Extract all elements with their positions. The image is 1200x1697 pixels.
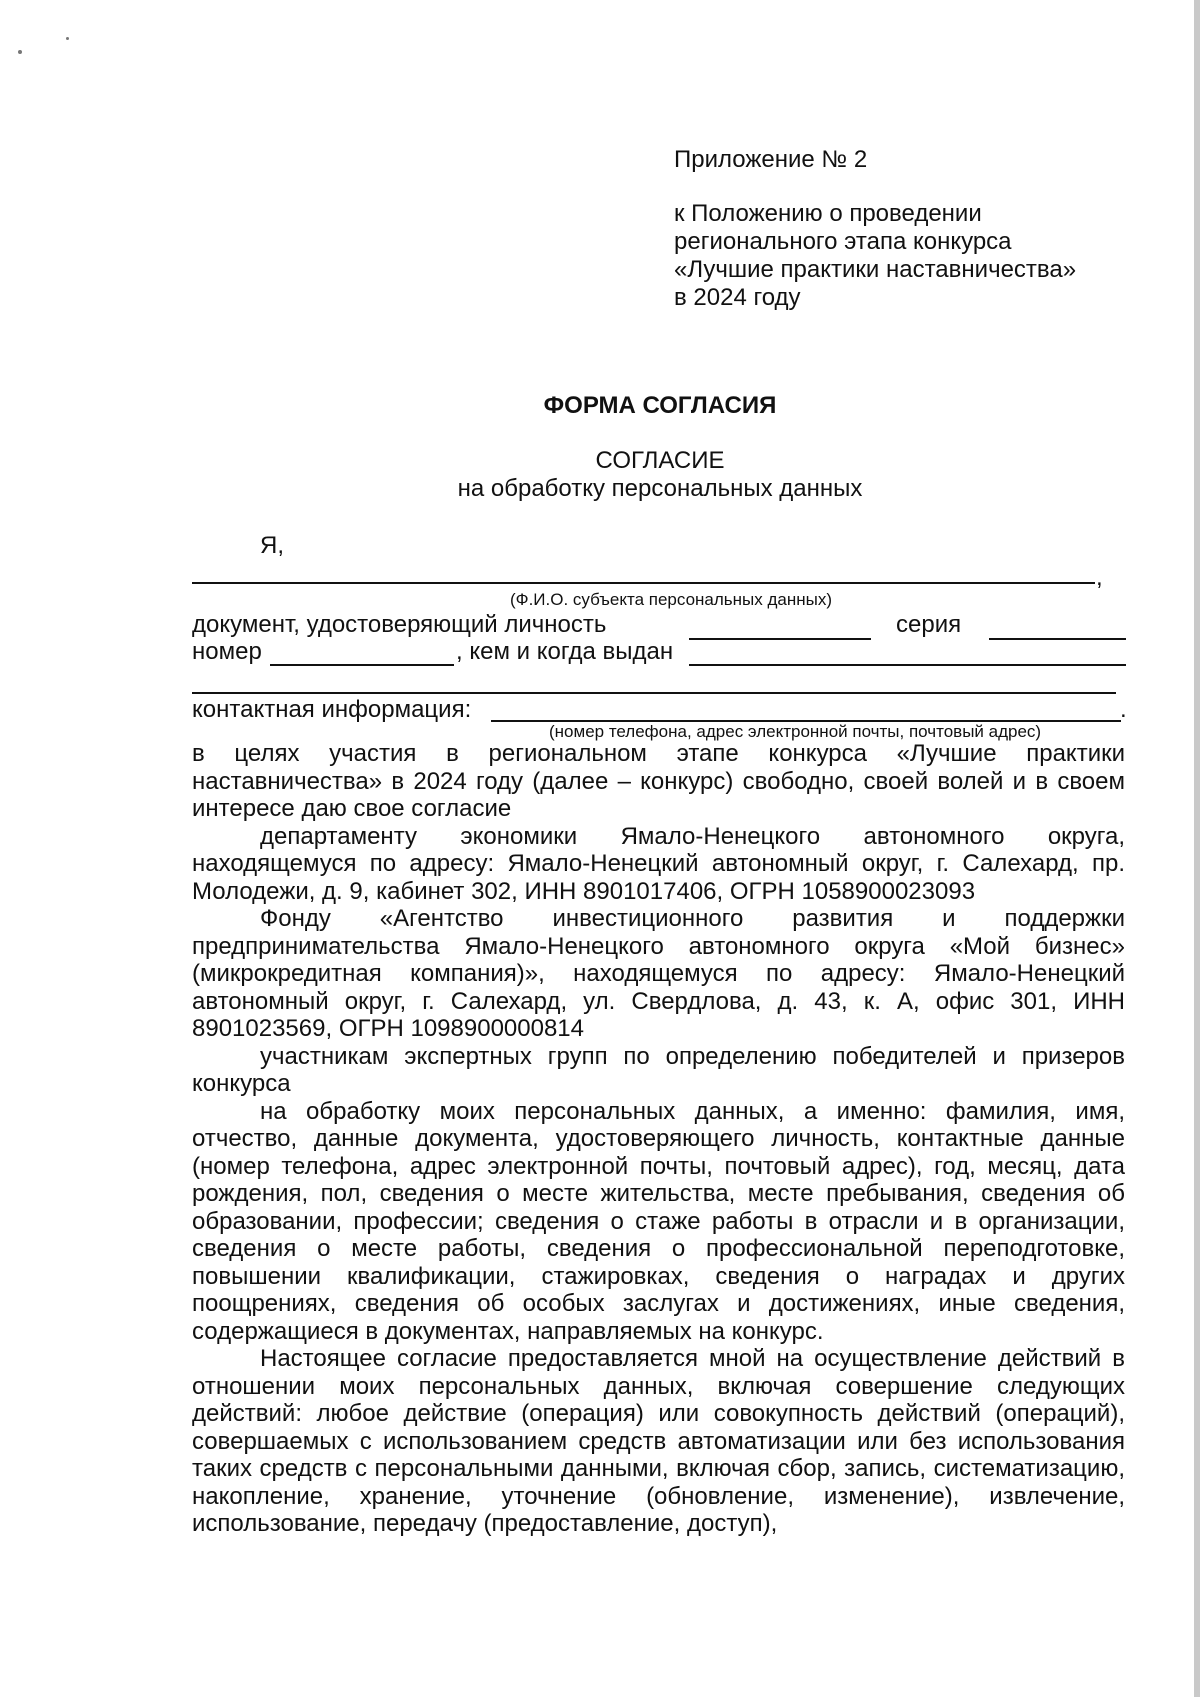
number-label: номер — [192, 638, 262, 665]
scan-speck — [66, 37, 69, 40]
series-label: серия — [896, 611, 962, 638]
contact-label: контактная информация: — [192, 696, 472, 723]
fio-hint: (Ф.И.О. субъекта персональных данных) — [510, 590, 833, 609]
fio-field-line[interactable] — [192, 582, 1095, 584]
body-paragraph-experts: участникам экспертных групп по определению победителей и призеров конкурса — [192, 1042, 1125, 1097]
body-paragraph-purpose: в целях участия в региональном этапе конкурса «Лучшие практики наставничества» в 2024 году (далее – конкурс) свободно, своей волей и в своем интересе даю свое согласие — [192, 740, 1125, 822]
consent-subtitle: на обработку персональных данных — [457, 475, 863, 502]
body-paragraph-department: департаменту экономики Ямало-Ненецкого автономного округа, находящемуся по адресу: Ямало-Ненецкий автономный округ, г. Салехард, пр. Молодежи, д. 9, кабинет 302, ИНН 8901017406, ОГРН 1058900023093 — [192, 822, 1125, 905]
consent-body — [192, 740, 1125, 1538]
appendix-line: регионального этапа конкурса — [674, 228, 1012, 255]
appendix-line: в 2024 году — [674, 284, 801, 311]
issued-field-line[interactable] — [689, 664, 1126, 666]
document-type-field-line[interactable] — [689, 638, 871, 640]
page-edge-shadow — [1194, 0, 1200, 1697]
consent-title-block — [0, 447, 1200, 503]
series-field-line[interactable] — [989, 638, 1126, 640]
appendix-description — [674, 200, 1076, 312]
appendix-line: к Положению о проведении — [674, 200, 982, 227]
issued-label: , кем и когда выдан — [456, 638, 674, 665]
document-label: документ, удостоверяющий личность — [192, 611, 607, 638]
body-paragraph-data-list: на обработку моих персональных данных, а именно: фамилия, имя, отчество, данные документа, удостоверяющего личность, контактные данные (номер телефона, адрес электронной почты, почтовый адрес), год, месяц, дата рождения, пол, сведения о месте жительства, месте пребывания, сведения об образовании, профессии; сведения о стаже работы в отрасли и в организации, сведения о месте работы, сведения о профессиональной переподготовке, повышении квалификации, стажировках, сведения о наградах и других поощрениях, сведения об особых заслугах и достижениях, иные сведения, содержащиеся в документах, направляемых на конкурс. — [192, 1097, 1125, 1345]
ya-label: Я, — [260, 532, 284, 559]
consent-title: СОГЛАСИЕ — [595, 447, 725, 474]
body-paragraph-fund: Фонду «Агентство инвестиционного развития и поддержки предпринимательства Ямало-Ненецкого автономного округа «Мой бизнес» (микрокредитная компания)», находящемуся по адресу: Ямало-Ненецкий автономный округ, г. Салехард, ул. Свердлова, д. 43, к. А, офис 301, ИНН 8901023569, ОГРН 1098900000814 — [192, 905, 1125, 1042]
fio-comma: , — [1096, 564, 1103, 591]
contact-period: . — [1120, 696, 1127, 723]
contact-hint: (номер телефона, адрес электронной почты, почтовый адрес) — [549, 722, 1042, 741]
issued-continuation-line[interactable] — [192, 692, 1116, 694]
scan-speck — [18, 50, 22, 54]
form-title: ФОРМА СОГЛАСИЯ — [543, 392, 777, 419]
appendix-block — [674, 146, 1076, 312]
body-paragraph-actions: Настоящее согласие предоставляется мной на осуществление действий в отношении моих персональных данных, включая совершение следующих действий: любое действие (операция) или совокупность действий (операций), совершаемых с использованием средств автоматизации или без использования таких средств с персональными данными, включая сбор, запись, систематизацию, накопление, хранение, уточнение (обновление, изменение), извлечение, использование, передачу (предоставление, доступ), — [192, 1345, 1125, 1537]
appendix-line: «Лучшие практики наставничества» — [674, 256, 1077, 283]
appendix-title: Приложение № 2 — [674, 146, 868, 173]
number-field-line[interactable] — [270, 664, 454, 666]
